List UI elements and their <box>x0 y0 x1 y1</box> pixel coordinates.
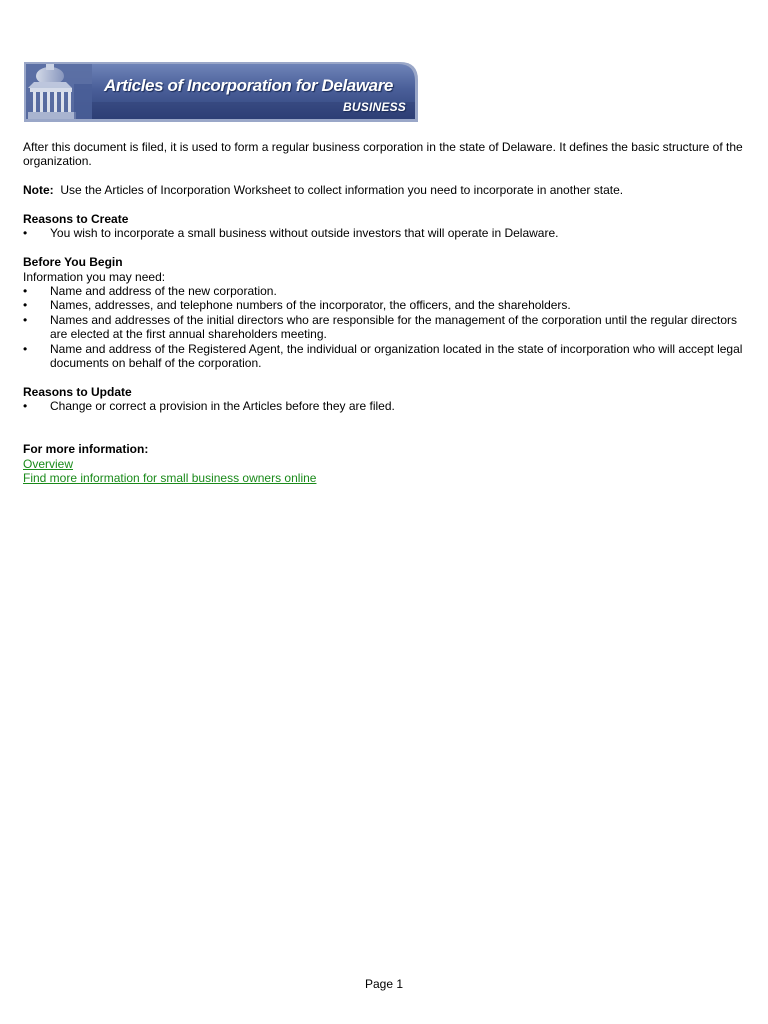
list-item: • Name and address of the Registered Agent, the individual or organization located in the state of incorporation who will accept legal documents on behalf of the corporation. <box>23 341 743 371</box>
before-you-begin-heading: Before You Begin <box>23 255 123 270</box>
reasons-to-update-heading: Reasons to Update <box>23 384 132 399</box>
more-info-heading: For more information: <box>23 442 149 457</box>
list-item: • Name and address of the new corporation. <box>23 284 277 299</box>
reasons-to-update-list <box>23 399 745 413</box>
bullet: • <box>23 341 28 356</box>
before-you-begin-list <box>23 284 745 370</box>
overview-link[interactable]: Overview <box>23 456 74 471</box>
note-label: Note: <box>23 183 54 198</box>
intro-paragraph: After this document is filed, it is used to form a regular business corporation in the state of Delaware. It defines the basic structure of the organization. <box>23 140 743 169</box>
bullet: • <box>23 298 28 313</box>
reasons-to-create-heading: Reasons to Create <box>23 212 129 226</box>
list-item: • Names, addresses, and telephone numbers of the incorporator, the officers, and the shareholders. <box>23 298 571 313</box>
bullet: • <box>23 284 28 299</box>
note-text: Use the Articles of Incorporation Worksheet to collect information you need to incorporate in another state. <box>60 183 624 198</box>
header-banner <box>24 62 418 122</box>
note-paragraph <box>23 183 745 197</box>
document-body <box>23 140 745 486</box>
list-item: • Names and addresses of the initial directors who are responsible for the management of the corporation until the regular directors are elected at the first annual shareholders meeting. <box>23 312 738 342</box>
list-item: • You wish to incorporate a small business without outside investors that will operate in Delaware. <box>23 226 559 241</box>
page-number: Page 1 <box>364 977 404 991</box>
bullet: • <box>23 312 28 327</box>
banner-subtitle: BUSINESS <box>343 100 406 114</box>
list-item: • Change or correct a provision in the Articles before they are filed. <box>23 399 395 414</box>
small-business-link[interactable]: Find more information for small business owners online <box>23 471 317 486</box>
before-you-begin-lead: Information you may need: <box>23 269 166 284</box>
bullet: • <box>23 226 28 241</box>
bullet: • <box>23 399 28 414</box>
banner-title: Articles of Incorporation for Delaware <box>104 76 393 95</box>
reasons-to-create-list <box>23 226 745 240</box>
capitol-building-icon <box>26 64 92 119</box>
